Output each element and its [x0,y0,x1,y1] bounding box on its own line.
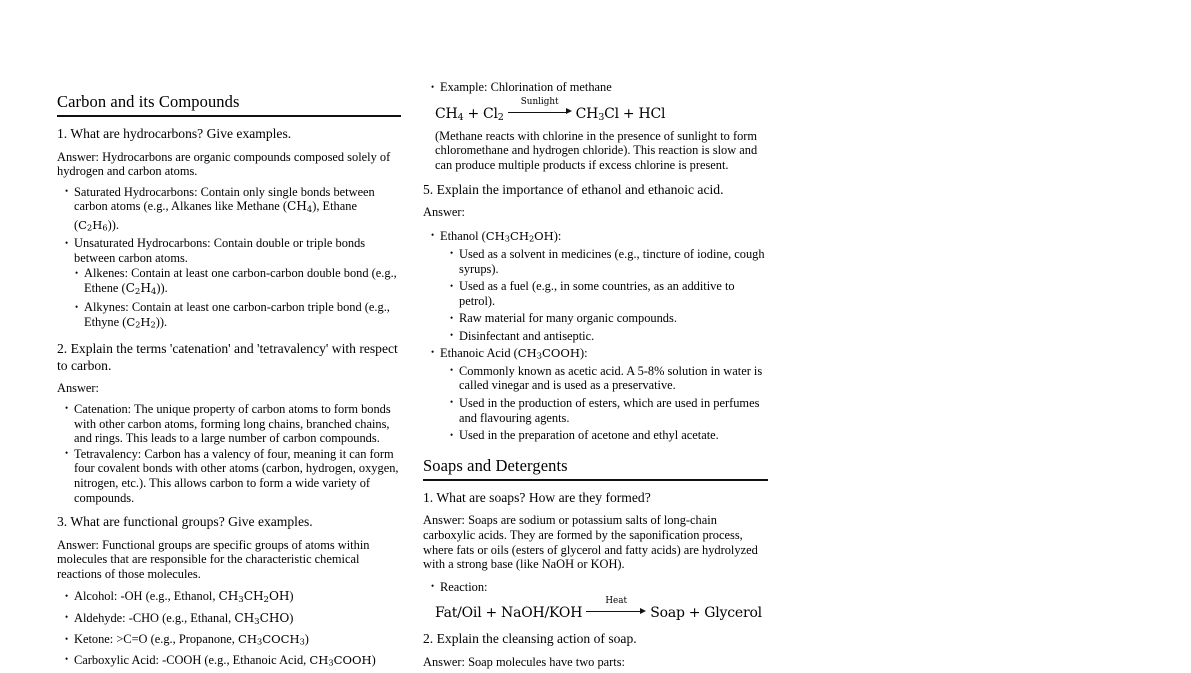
saturated-suffix: )). [107,217,119,232]
list-item: • Catenation: The unique property of carbon atoms to form bonds with other carbon atoms, forming long chains, branched chains, and rings. This leads to a large number of carbon compounds. [65,402,401,446]
eq-plus-2: + [688,605,701,622]
question-1: 1. What are hydrocarbons? Give examples. [57,126,292,141]
list-item: • Unsaturated Hydrocarbons: Contain double or triple bonds between carbon atoms. [65,236,401,265]
list-item: • Disinfectant and antiseptic. [450,329,768,344]
list-item: • Raw material for many organic compounds. [450,311,768,326]
list-item [75,266,401,299]
equation-chlorination [435,96,768,123]
soap-answer-2: Answer: Soap molecules have two parts: [423,654,625,669]
saturated-mid: ), Ethane ( [74,199,357,232]
formula-propanone: $CH_3COCH_3$ [238,632,305,648]
alcohol-suffix: ) [289,589,294,604]
list-item: • Tetravalency: Carbon has a valency of four, meaning it can form four covalent bonds with other atoms (carbon, hydrogen, oxygen, nitrogen, etc.). This allows carbon to form a wide variety of compounds. [65,447,401,505]
question-2: 2. Explain the terms 'catenation' and 'tetravalency' with respect to carbon. [57,341,398,373]
formula-ethyne: $C_2H_2$ [126,314,156,330]
ethanoic-heading-prefix: Ethanoic Acid ( [440,345,518,360]
arrow-shaft [508,112,567,113]
formula-ethane: $C_2H_6$ [78,217,108,233]
soap-question-2: 2. Explain the cleansing action of soap. [423,631,637,647]
list-item: • Reaction: [431,580,768,595]
alkynes-text: Alkynes: Contain at least one carbon-carbon triple bond (e.g., Ethyne ( [84,300,390,329]
eq-product-1: $CH_3Cl$ [575,105,619,123]
carboxylic-text: Carboxylic Acid: -COOH (e.g., Ethanoic Acid, [74,652,310,667]
aldehyde-suffix: ) [289,610,294,625]
alkenes-suffix: )). [156,280,168,295]
aldehyde-text: Aldehyde: -CHO (e.g., Ethanal, [74,610,235,625]
question-3: 3. What are functional groups? Give examples. [57,514,313,530]
answer-5: Answer: [423,205,465,220]
alcohol-text: Alcohol: -OH (e.g., Ethanol, [74,589,219,604]
formula-ethanoic-heading: $CH_3COOH$ [517,345,580,361]
arrow-head [566,108,572,114]
arrow-head [640,608,646,614]
arrow-label: Heat [605,596,628,607]
list-item [75,300,401,332]
list-item: • Example: Chlorination of methane [431,80,768,95]
formula-ethanoic-acid: $CH_3COOH$ [309,652,372,668]
q1-sub-bullet-list [75,266,401,332]
formula-ethanol: $CH_3CH_2OH$ [218,589,290,606]
list-item: • Used as a fuel (e.g., in some countries, as an additive to petrol). [450,279,768,308]
equation-saponification [435,596,768,622]
ketone-text: Ketone: >C=O (e.g., Propanone, [74,632,239,647]
eq-reactant-1: $CH_4$ [435,105,464,123]
nested-wrapper [65,266,401,332]
list-item [431,229,768,344]
list-item: • Commonly known as acetic acid. A 5-8% solution in water is called vinegar and is used as a preservative. [450,364,768,393]
ethanoic-item-list [450,364,768,443]
soap-answer-1: Answer: Soaps are sodium or potassium salts of long-chain carboxylic acids. They are formed by the saponification process, where fats or oils (esters of glycerol and fatty acids) are hydrolyzed with a strong base (like NaOH or KOH). [423,513,758,572]
eq-product-2: Glycerol [704,605,762,622]
ethanol-heading-prefix: Ethanol ( [440,228,486,243]
q2-bullet-list [65,402,401,505]
reaction-arrow-icon [508,96,572,119]
section-heading-carbon: Carbon and its Compounds [57,92,401,117]
answer-2: Answer: [57,381,99,396]
formula-ethanol-heading: $CH_3CH_2OH$ [485,228,554,244]
list-item [65,185,401,235]
list-item: • Used in the preparation of acetone and ethyl acetate. [450,428,768,443]
right-column [423,80,768,669]
list-item [65,653,401,670]
list-item: • Used in the production of esters, which are used in perfumes and flavouring agents. [450,396,768,425]
eq-plus-2: + [622,105,635,122]
formula-ethanal: $CH_3CHO$ [234,610,290,627]
section-heading-soaps: Soaps and Detergents [423,456,768,481]
list-item [65,589,401,607]
formula-ethene: $C_2H_4$ [125,280,157,297]
formula-methane: $CH_4$ [286,199,313,216]
list-item [65,611,401,629]
question-5: 5. Explain the importance of ethanol and ethanoic acid. [423,181,724,197]
arrow-shaft [586,611,641,612]
alkenes-text: Alkenes: Contain at least one carbon-carbon double bond (e.g., Ethene ( [84,266,397,295]
ethanol-item-list [450,247,768,344]
ketone-suffix: ) [304,632,309,647]
example-list [431,80,768,95]
left-column [57,92,401,673]
soap-question-1: 1. What are soaps? How are they formed? [423,489,651,505]
reaction-label-list [431,580,768,595]
reaction-arrow-icon [586,596,646,618]
eq-reactant-1: Fat/Oil [435,605,482,622]
list-item: • Used as a solvent in medicines (e.g., tincture of iodine, cough syrups). [450,247,768,276]
example-note: (Methane reacts with chlorine in the presence of sunlight to form chloromethane and hydrogen chloride). This reaction is slow and can produce multiple products if excess chlorine is present. [435,128,758,172]
eq-product-1: Soap [650,605,685,622]
alkynes-suffix: )). [155,314,168,329]
eq-product-2: HCl [638,105,666,122]
list-item [65,632,401,649]
arrow-label: Sunlight [520,96,559,107]
ethanol-heading-suffix: ): [553,228,562,243]
q5-group-list [431,229,768,443]
eq-plus-1: + [485,605,498,622]
q1-bullet-list [65,185,401,332]
answer-3: Answer: Functional groups are specific groups of atoms within molecules that are responsible for the characteristic chemical reactions of those molecules. [57,537,370,581]
list-item [431,346,768,443]
saturated-text: Saturated Hydrocarbons: Contain only single bonds between carbon atoms (e.g., Alkanes like Methane ( [74,184,375,214]
answer-1: Answer: Hydrocarbons are organic compounds composed solely of hydrogen and carbon atoms. [57,149,391,179]
eq-reactant-2: NaOH/KOH [501,605,583,622]
ethanoic-heading-suffix: ): [579,345,588,360]
eq-plus-1: + [467,105,479,122]
q3-bullet-list [65,589,401,669]
carboxylic-suffix: ) [371,652,376,667]
eq-reactant-2: $Cl_2$ [482,105,504,123]
